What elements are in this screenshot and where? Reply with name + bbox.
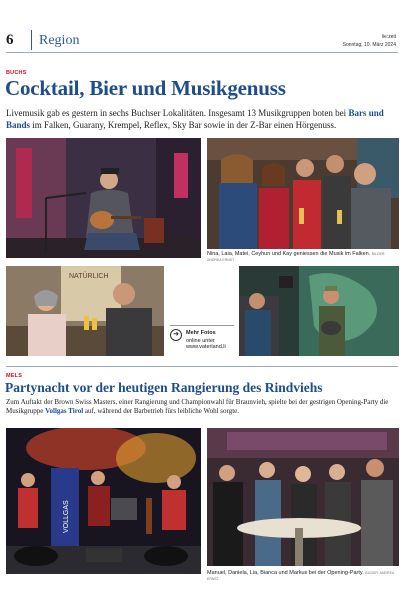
article1-lead-part1: Livemusik gab es gestern in sechs Buchser Lokalitäten. Insgesamt 13 Musikgruppen boten bei <box>6 108 349 118</box>
article2-caption <box>207 570 399 582</box>
article1-kicker: BUCHS <box>6 70 27 76</box>
header-rule <box>6 52 398 53</box>
photo-vollgas-tirol-stage[interactable] <box>6 428 201 574</box>
article2-lead <box>6 398 398 416</box>
issue-date: Sonntag, 10. März 2024 <box>342 42 396 48</box>
section-divider <box>6 366 398 367</box>
photo-guitarist[interactable] <box>6 138 201 258</box>
article2-lead-highlight: Vollgas Tirol <box>45 407 84 415</box>
article2-headline: Partynacht vor der heutigen Rangierung des Rindviehs <box>5 380 323 395</box>
article2-kicker: MELS <box>6 373 23 379</box>
article1-lead-highlight: Bars und Bands <box>6 108 384 130</box>
more-photos-url[interactable] <box>186 338 226 350</box>
article1-caption-text: Nina, Laia, Matei, Ceyhun und Kay geniessen die Musik im Falken. <box>207 251 371 257</box>
site-name: lie:zeit <box>381 34 396 40</box>
band-banner-text: VOLLGAS <box>63 500 70 533</box>
article1-lead-part2: im Falken, Guarany, Krempel, Reflex, Sky Bar sowie in der Z-Bar einen Hörgenuss. <box>30 120 337 130</box>
header-divider <box>31 30 32 50</box>
photo-band-in-bar[interactable] <box>239 266 399 356</box>
more-photos-link[interactable]: www.vaterland.li <box>186 344 226 350</box>
more-photos-text: online unter <box>186 338 215 344</box>
article2-lead-part2: auf, während der Barbetrieb fürs leibliche Wohl sorgte. <box>83 407 240 415</box>
bar-sign-text: NATÜRLICH <box>69 273 109 280</box>
photo-group-falken[interactable] <box>207 138 399 249</box>
page-number: 6 <box>6 32 14 48</box>
section-title: Region <box>39 33 80 48</box>
article2-lead-part1: Zum Auftakt der Brown Swiss Masters, einer Rangierung und Championwahl für Braunvieh, spielte bei der gestrigen Opening-Party die Musikgruppe <box>6 398 389 415</box>
arrow-right-icon: ➔ <box>170 329 182 341</box>
article2-caption-text: Manuel, Daniela, Lia, Bianca und Markus bei der Opening-Party. <box>207 570 364 576</box>
article2-photo-credit: BILDER: ANDREA ERNST <box>207 571 395 581</box>
article1-caption <box>207 251 399 263</box>
more-photos-label: Mehr Fotos <box>186 330 216 336</box>
article1-lead <box>6 107 398 131</box>
photo-opening-party-group[interactable] <box>207 428 399 566</box>
more-photos-rule <box>170 325 234 326</box>
article1-headline: Cocktail, Bier und Musikgenuss <box>5 76 286 100</box>
article1-photo-credit: BILDER: ANDREA ERNST <box>207 252 386 262</box>
photo-couple-at-bar[interactable] <box>6 266 164 356</box>
